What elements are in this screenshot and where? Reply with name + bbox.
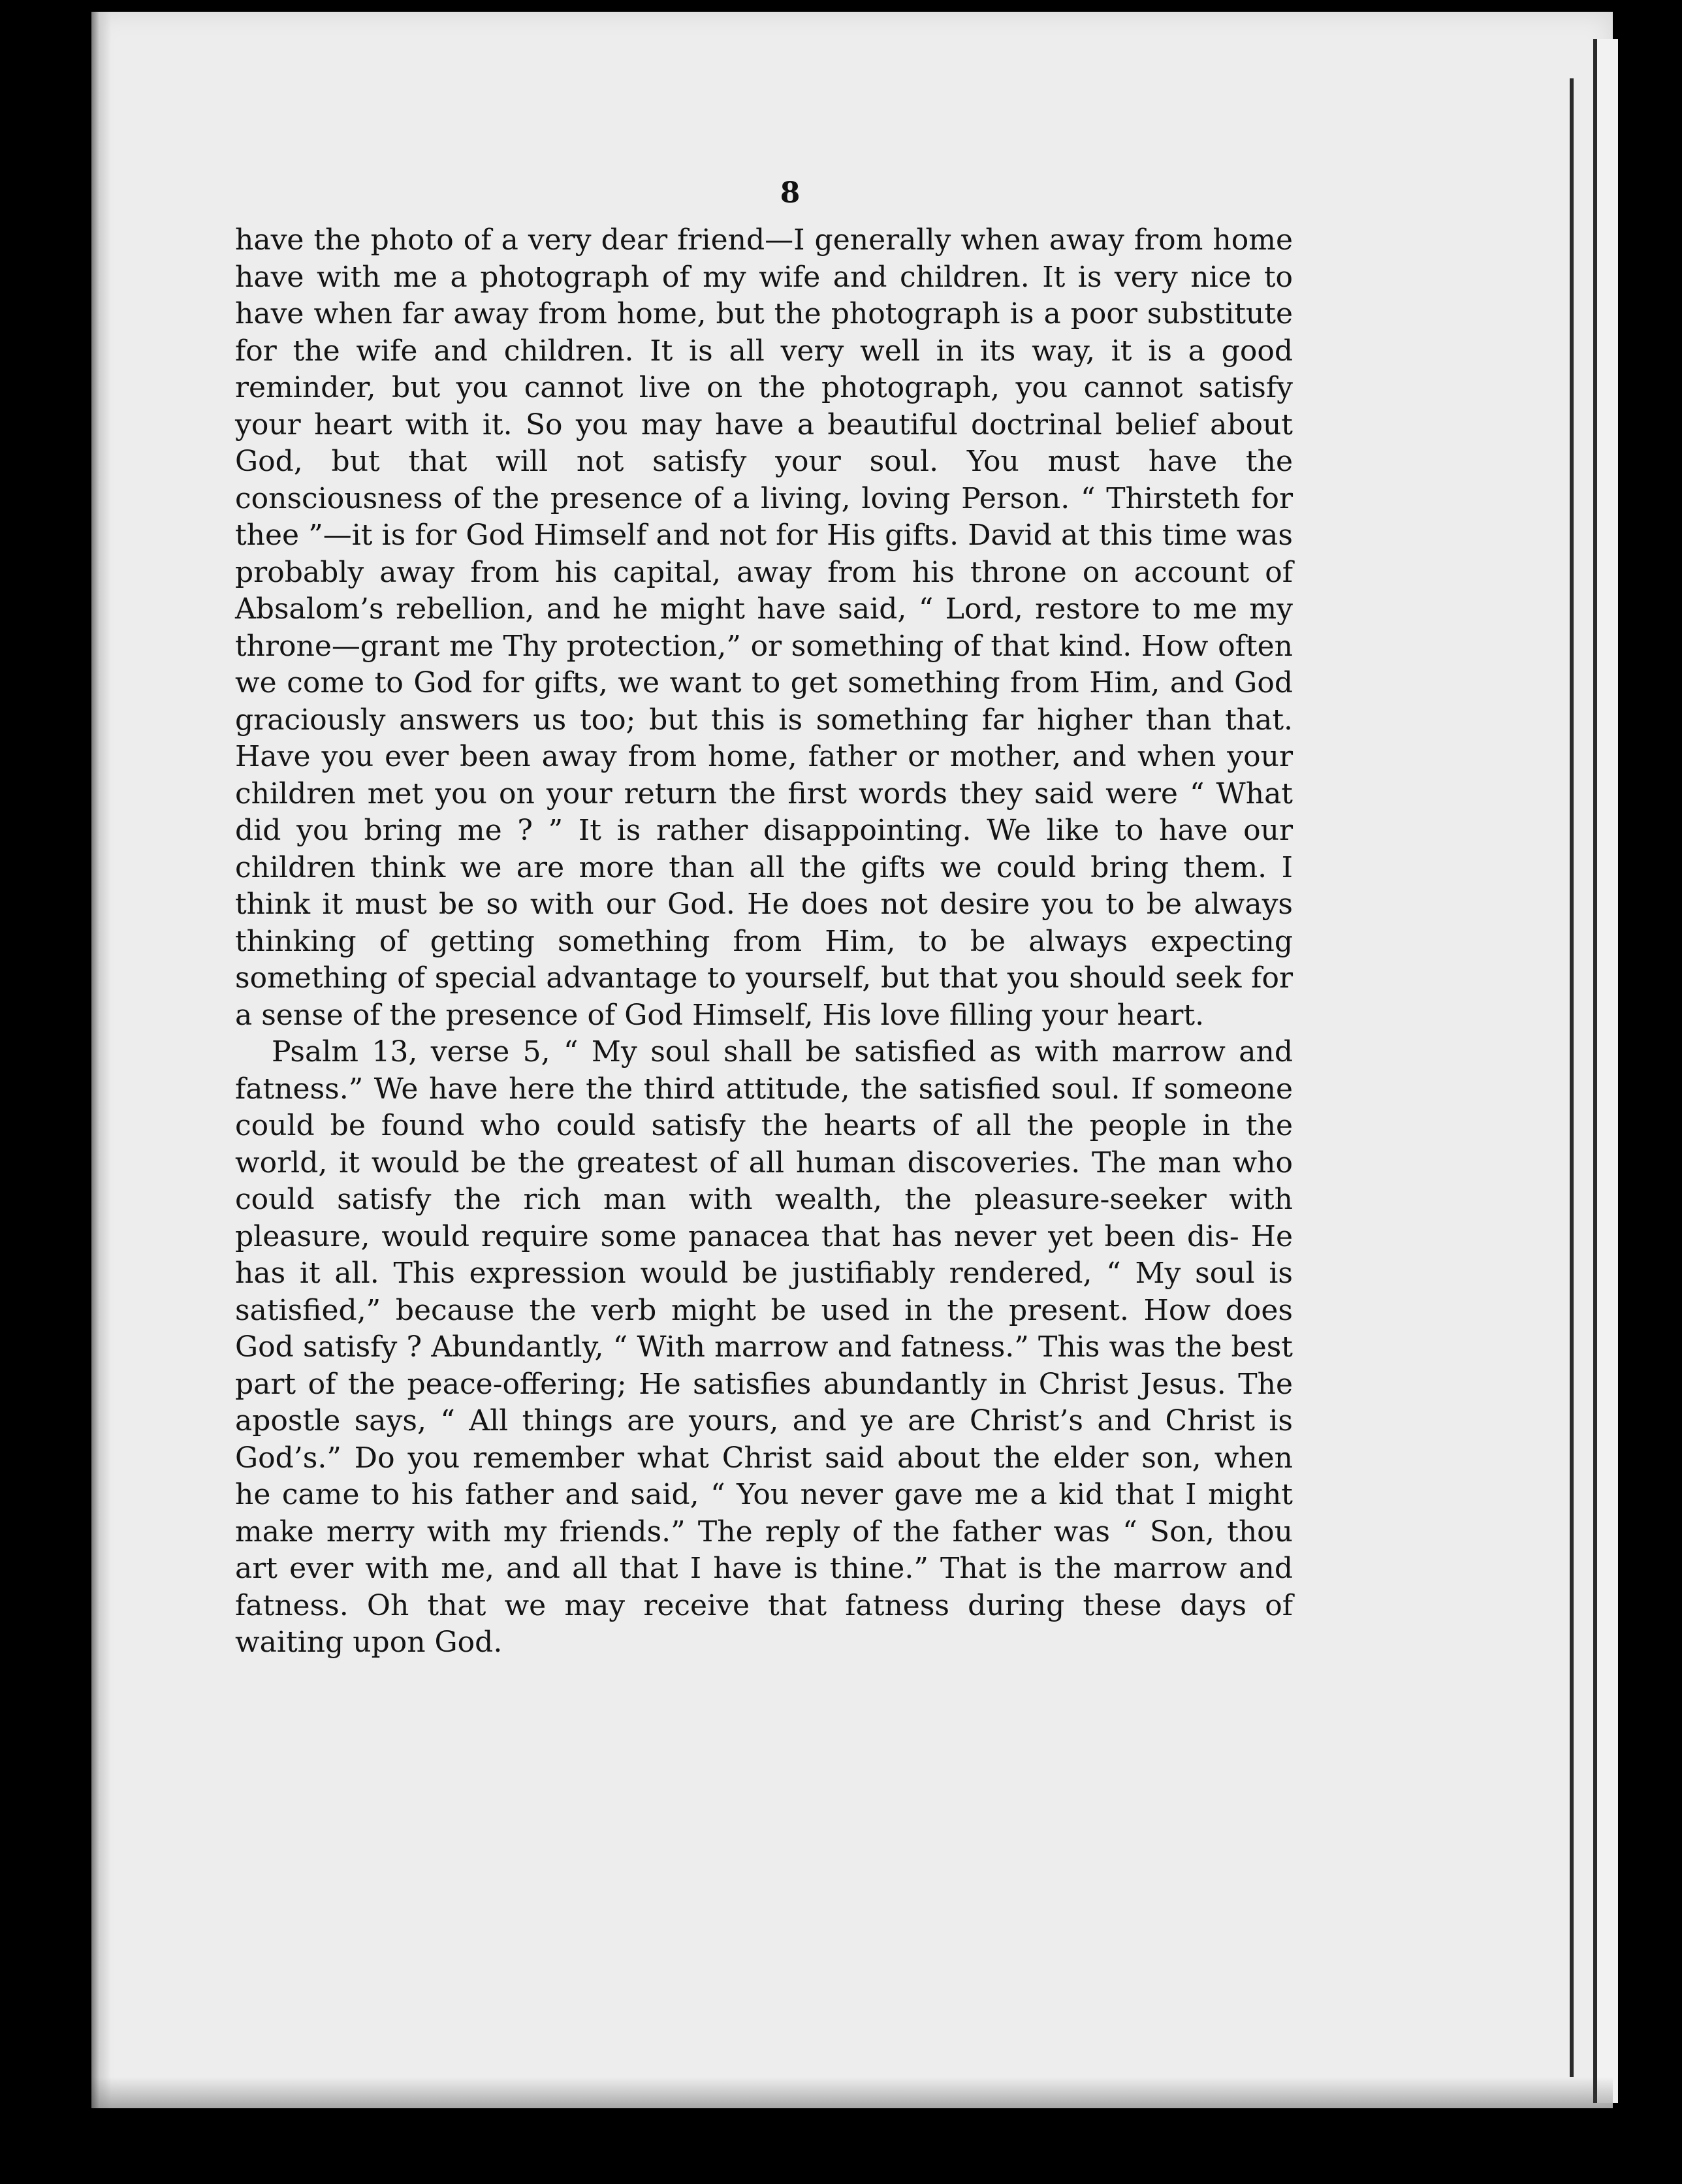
page-number: 8 [780, 176, 801, 210]
page-fold-line [1570, 78, 1574, 2077]
page-bottom-shadow [91, 2077, 1613, 2108]
body-text [235, 222, 1293, 1662]
adjacent-page-strip [1593, 39, 1618, 2103]
page-left-edge-shadow [91, 12, 111, 2108]
paragraph-1: have the photo of a very dear friend—I generally when away from home have with me a photograph of my wife and children. It is very nice to have when far away from home, but the photograph is a poor substitute for the wife and children. It is all very well in its way, it is a good reminder, but you cannot live on the photograph, you cannot satisfy your heart with it. So you may have a beautiful doctrinal belief about God, but that will not satisfy your soul. You must have the consciousness of the presence of a living, loving Person. “ Thirsteth for thee ”—it is for God Himself and not for His gifts. David at this time was probably away from his capital, away from his throne on account of Absalom’s rebellion, and he might have said, “ Lord, restore to me my throne—grant me Thy protection,” or something of that kind. How often we come to God for gifts, we want to get something from Him, and God graciously answers us too; but this is something far higher than that. Have you ever been away from home, father or mother, and when your children met you on your return the first words they said were “ What did you bring me ? ” It is rather disappointing. We like to have our children think we are more than all the gifts we could bring them. I think it must be so with our God. He does not desire you to be always thinking of getting something from Him, to be always expecting something of special advantage to yourself, but that you should seek for a sense of the presence of God Himself, His love filling your heart. [235, 223, 1293, 1032]
paragraph-2: Psalm 13, verse 5, “ My soul shall be satisfied as with marrow and fatness.” We have here the third attitude, the satisfied soul. If someone could be found who could satisfy the hearts of all the people in the world, it would be the greatest of all human discoveries. The man who could satisfy the rich man with wealth, the pleasure-seeker with pleasure, would require some panacea that has never yet been dis- He has it all. This expression would be justifiably rendered, “ My soul is satisfied,” because the verb might be used in the present. How does God satisfy ? Abundantly, “ With marrow and fatness.” This was the best part of the peace-offering; He satisfies abundantly in Christ Jesus. The apostle says, “ All things are yours, and ye are Christ’s and Christ is God’s.” Do you remember what Christ said about the elder son, when he came to his father and said, “ You never gave me a kid that I might make merry with my friends.” The reply of the father was “ Son, thou art ever with me, and all that I have is thine.” That is the marrow and fatness. Oh that we may receive that fatness during these days of waiting upon God. [235, 1035, 1293, 1659]
